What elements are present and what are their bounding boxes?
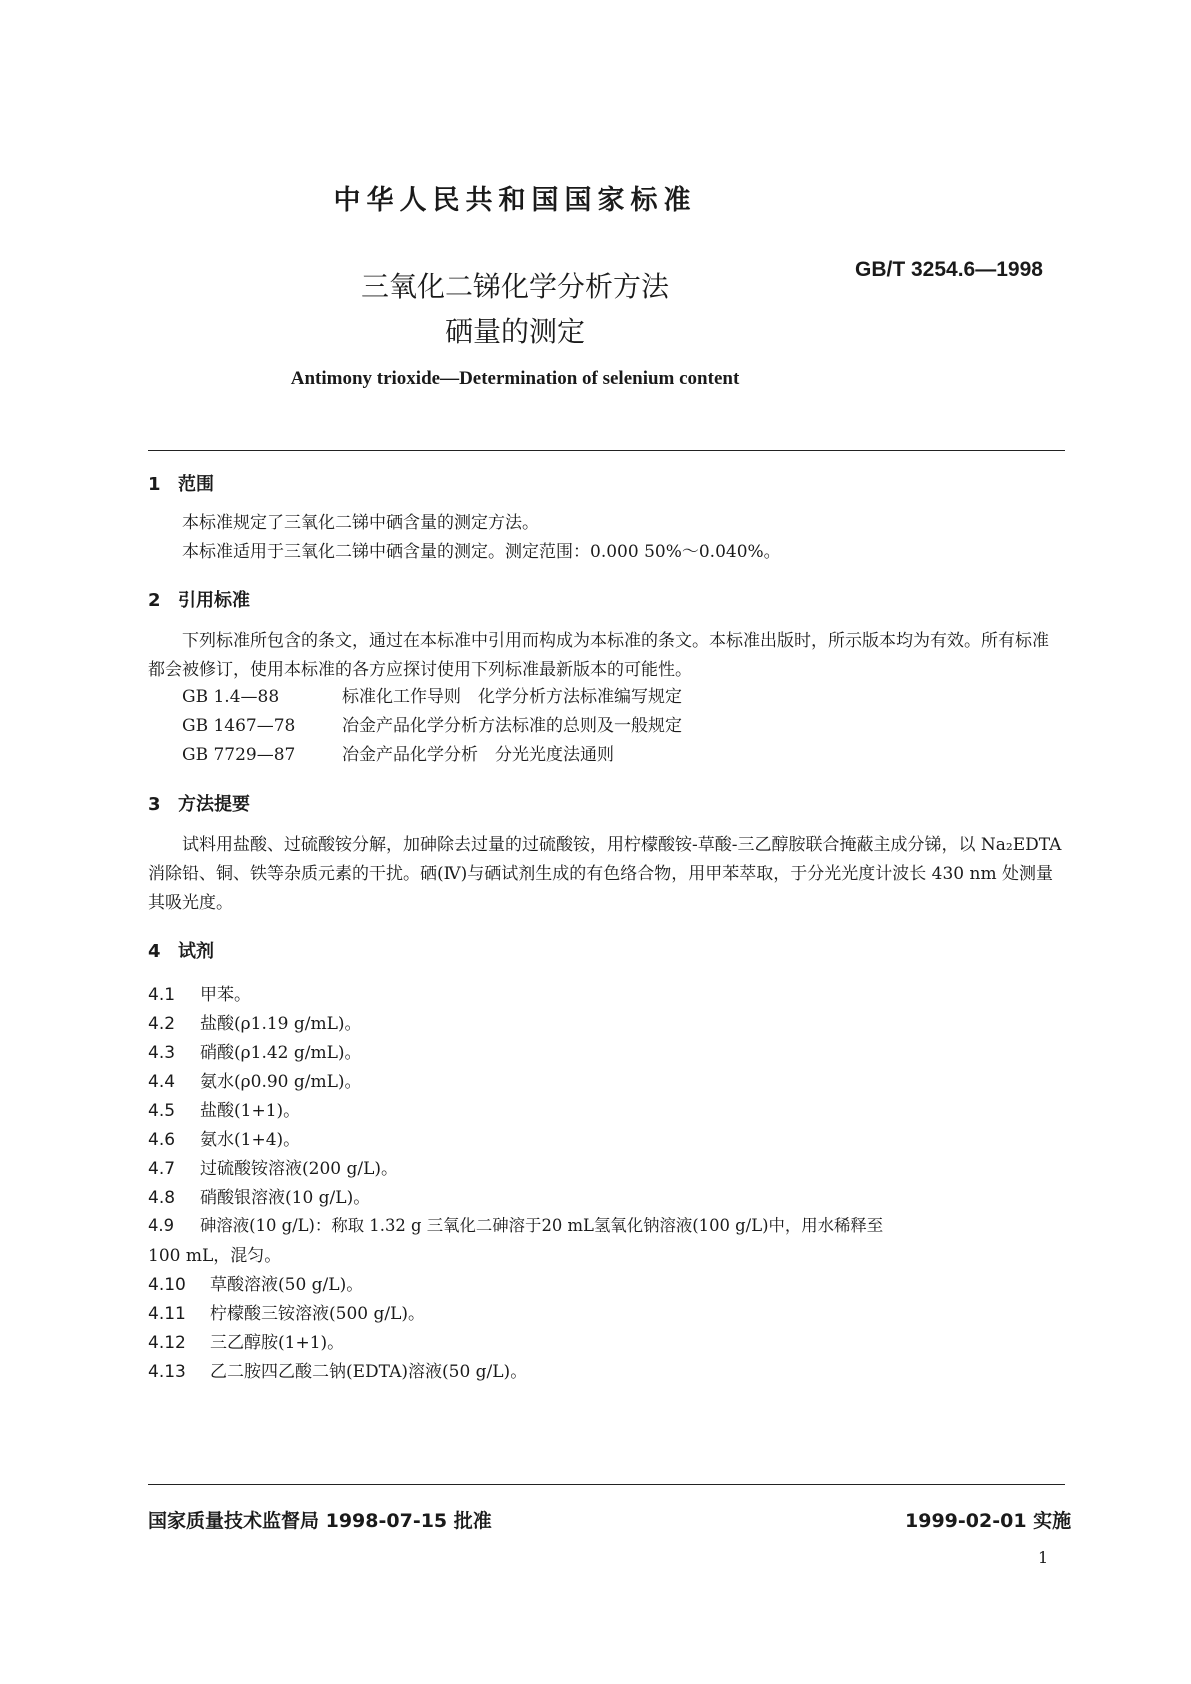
section-title: 方法提要 bbox=[178, 794, 250, 815]
reagent-item bbox=[148, 1299, 1065, 1324]
standard-number: GB/T 3254.6—1998 bbox=[855, 258, 1043, 281]
section-1-paragraph-2: 本标准适用于三氧化二锑中硒含量的测定。测定范围：0.000 50%～0.040%。 bbox=[182, 542, 781, 562]
section-3-paragraph: 试料用盐酸、过硫酸铵分解，加砷除去过量的过硫酸铵，用柠檬酸铵-草酸-三乙醇胺联合掩蔽主成分锑，以 Na₂EDTA 消除铅、铜、铁等杂质元素的干扰。硒(Ⅳ)与硒试剂生成的有色络合物，用甲苯萃取，于分光光度计波长 430 nm 处测量其吸光度。 bbox=[148, 835, 1062, 913]
reference-code: GB 7729—87 bbox=[182, 745, 296, 765]
reagent-number: 4.2 bbox=[148, 1014, 176, 1034]
reference-title: 冶金产品化学分析 分光光度法通则 bbox=[342, 745, 614, 765]
effective-date: 1999-02-01 实施 bbox=[905, 1510, 1072, 1532]
section-title: 试剂 bbox=[178, 941, 214, 962]
reagent-text: 硝酸(ρ1.42 g/mL)。 bbox=[200, 1043, 362, 1063]
reagent-number: 4.11 bbox=[148, 1304, 186, 1324]
reagent-text: 硝酸银溶液(10 g/L)。 bbox=[200, 1188, 371, 1208]
section-number: 1 bbox=[148, 474, 161, 495]
reagent-item bbox=[148, 1125, 1065, 1150]
reagent-number: 4.13 bbox=[148, 1362, 186, 1382]
section-1-heading bbox=[148, 470, 214, 496]
reagent-item bbox=[148, 1212, 1065, 1236]
reagent-item bbox=[148, 1009, 1065, 1034]
reagent-item bbox=[148, 980, 1065, 1005]
reagent-text: 盐酸(ρ1.19 g/mL)。 bbox=[200, 1014, 362, 1034]
reagent-item bbox=[148, 1183, 1065, 1208]
reagent-item-continuation: 100 mL，混匀。 bbox=[148, 1246, 282, 1266]
reagent-item bbox=[148, 1096, 1065, 1121]
reagent-text: 砷溶液(10 g/L)：称取 1.32 g 三氧化二砷溶于20 mL氢氧化钠溶液(100 g/L)中，用水稀释至 bbox=[200, 1216, 884, 1235]
reagent-number: 4.3 bbox=[148, 1043, 176, 1063]
reagent-text: 氨水(1+4)。 bbox=[200, 1130, 301, 1150]
section-3-heading bbox=[148, 790, 250, 816]
reference-code: GB 1467—78 bbox=[182, 716, 296, 736]
reagent-item bbox=[148, 1154, 1065, 1179]
section-2-paragraph: 下列标准所包含的条文，通过在本标准中引用而构成为本标准的条文。本标准出版时，所示版本均为有效。所有标准都会被修订，使用本标准的各方应探讨使用下列标准最新版本的可能性。 bbox=[148, 631, 1049, 680]
reagent-text: 乙二胺四乙酸二钠(EDTA)溶液(50 g/L)。 bbox=[210, 1362, 528, 1382]
reagent-text: 过硫酸铵溶液(200 g/L)。 bbox=[200, 1159, 399, 1179]
reagent-number: 4.12 bbox=[148, 1333, 186, 1353]
reagent-text: 草酸溶液(50 g/L)。 bbox=[210, 1275, 364, 1295]
reagent-number: 4.7 bbox=[148, 1159, 176, 1179]
reagent-text: 氨水(ρ0.90 g/mL)。 bbox=[200, 1072, 362, 1092]
reagent-number: 4.8 bbox=[148, 1188, 176, 1208]
reagent-text: 盐酸(1+1)。 bbox=[200, 1101, 301, 1121]
reagent-number: 4.6 bbox=[148, 1130, 176, 1150]
page-number: 1 bbox=[1038, 1548, 1049, 1567]
reagent-number: 4.10 bbox=[148, 1275, 186, 1295]
reagent-number: 4.5 bbox=[148, 1101, 176, 1121]
reagent-number: 4.1 bbox=[148, 985, 176, 1005]
reference-title: 标准化工作导则 化学分析方法标准编写规定 bbox=[342, 687, 682, 707]
english-title: Antimony trioxide—Determination of selenium content bbox=[290, 368, 740, 389]
reagent-item bbox=[148, 1067, 1065, 1092]
header-divider bbox=[148, 450, 1065, 451]
section-title: 引用标准 bbox=[178, 590, 250, 611]
issuing-country-header: 中华人民共和国国家标准 bbox=[333, 185, 697, 216]
section-number: 4 bbox=[148, 941, 161, 962]
reagent-item bbox=[148, 1270, 1065, 1295]
reagent-text: 甲苯。 bbox=[200, 985, 251, 1005]
reagent-number: 4.9 bbox=[148, 1216, 175, 1235]
section-number: 3 bbox=[148, 794, 161, 815]
section-1-paragraph-1: 本标准规定了三氧化二锑中硒含量的测定方法。 bbox=[182, 513, 539, 533]
reference-item bbox=[148, 686, 1065, 708]
reagent-text: 三乙醇胺(1+1)。 bbox=[210, 1333, 345, 1353]
title-line-1: 三氧化二锑化学分析方法 bbox=[360, 270, 669, 303]
approval-date: 国家质量技术监督局 1998-07-15 批准 bbox=[148, 1510, 492, 1532]
section-2-heading bbox=[148, 586, 250, 612]
reagent-text: 柠檬酸三铵溶液(500 g/L)。 bbox=[210, 1304, 426, 1324]
reagent-item bbox=[148, 1038, 1065, 1063]
reference-item bbox=[148, 715, 1065, 737]
reference-code: GB 1.4—88 bbox=[182, 687, 280, 707]
footer-divider bbox=[148, 1484, 1065, 1485]
reagent-item bbox=[148, 1357, 1065, 1382]
section-4-heading bbox=[148, 937, 214, 963]
title-line-2: 硒量的测定 bbox=[444, 315, 585, 348]
section-number: 2 bbox=[148, 590, 161, 611]
reference-item bbox=[148, 744, 1065, 766]
reagent-number: 4.4 bbox=[148, 1072, 176, 1092]
reagent-item bbox=[148, 1328, 1065, 1353]
section-title: 范围 bbox=[178, 474, 214, 495]
reference-title: 冶金产品化学分析方法标准的总则及一般规定 bbox=[342, 716, 682, 736]
